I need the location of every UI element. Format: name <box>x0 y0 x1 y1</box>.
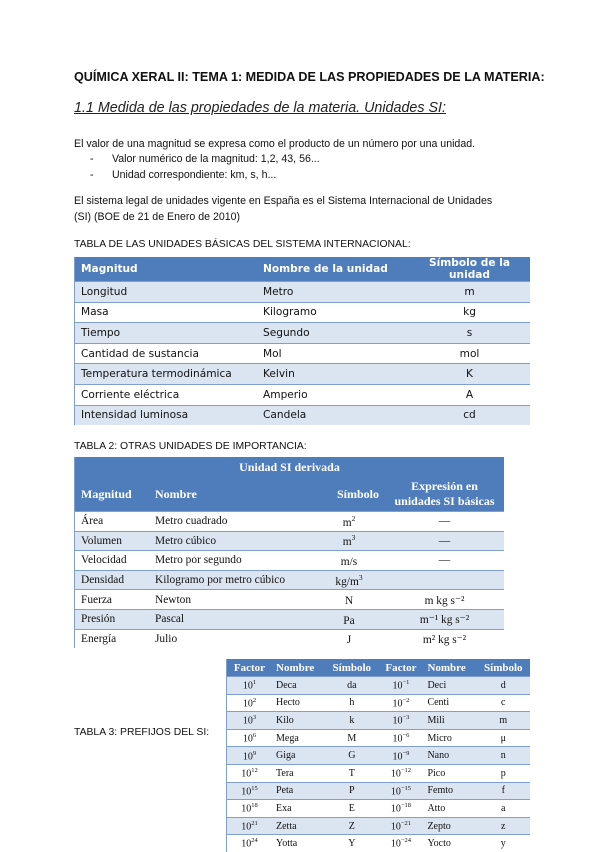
table-cell: $10^{-2}$ <box>379 694 424 712</box>
table-row <box>227 817 531 835</box>
page-title: QUÍMICA XERAL II: TEMA 1: MEDIDA DE LAS PROPIEDADES DE LA MATERIA: <box>74 70 545 84</box>
table-cell: Metro <box>257 282 409 303</box>
table-cell: Yocto <box>423 835 476 852</box>
table-cell: Velocidad <box>75 551 150 571</box>
table-cell: $10^{-3}$ <box>379 712 424 730</box>
table-cell: c <box>477 694 530 712</box>
table-cell: m⁻¹ kg s⁻² <box>385 609 504 629</box>
table-cell: $10^9$ <box>227 747 273 765</box>
table-cell: E <box>325 800 378 818</box>
table-cell: $10^{21}$ <box>227 817 273 835</box>
table-cell: — <box>385 512 504 532</box>
table-cell: p <box>477 764 530 782</box>
table-cell: Temperatura termodinámica <box>75 364 258 385</box>
table-cell: Presión <box>75 609 150 629</box>
table3-caption: TABLA 3: PREFIJOS DEL SI: <box>74 727 210 738</box>
column-header: Expresión en unidades SI básicas <box>385 477 504 512</box>
table-cell: m <box>409 282 530 303</box>
intro-paragraph: El valor de una magnitud se expresa como el producto de un número por una unidad. <box>74 138 476 150</box>
table-cell: Centi <box>423 694 476 712</box>
column-header: Símbolo <box>477 659 530 677</box>
table-cell: Masa <box>75 302 258 323</box>
table-cell: $10^{-9}$ <box>379 747 424 765</box>
table-cell <box>385 570 504 590</box>
table-cell: Deci <box>423 677 476 695</box>
table-cell: Z <box>325 817 378 835</box>
table-cell: $10^{-15}$ <box>379 782 424 800</box>
table-cell: Giga <box>272 747 325 765</box>
column-header: Símbolo de la unidad <box>409 257 530 282</box>
table-cell: $10^{15}$ <box>227 782 273 800</box>
column-header: Magnitud <box>75 257 258 282</box>
table-cell: Pascal <box>149 609 313 629</box>
table-cell: y <box>477 835 530 852</box>
table-cell: $10^3$ <box>227 712 273 730</box>
table-row <box>227 729 531 747</box>
table-cell: Tera <box>272 764 325 782</box>
table-row <box>75 629 505 648</box>
table-row <box>75 590 505 610</box>
table-row <box>75 364 531 385</box>
table-cell: $10^{-1}$ <box>379 677 424 695</box>
table-cell: G <box>325 747 378 765</box>
table-cell: J <box>313 629 385 648</box>
table-cell: mol <box>409 343 530 364</box>
table-row <box>75 551 505 571</box>
table-cell: z <box>477 817 530 835</box>
table-row <box>75 405 531 425</box>
table-cell: $m^3$ <box>313 531 385 551</box>
table-cell: $kg/m^3$ <box>313 570 385 590</box>
bullet-list <box>90 152 320 183</box>
table-cell: Cantidad de sustancia <box>75 343 258 364</box>
column-header: Magnitud <box>75 477 150 512</box>
table-cell: Yotta <box>272 835 325 852</box>
table-cell: kg <box>409 302 530 323</box>
table-cell: Atto <box>423 800 476 818</box>
table-cell: Mili <box>423 712 476 730</box>
table-row <box>227 712 531 730</box>
table-cell: Energía <box>75 629 150 648</box>
table-cell: — <box>385 551 504 571</box>
table-row <box>75 282 531 303</box>
table-cell: Deca <box>272 677 325 695</box>
table-cell: $10^{-21}$ <box>379 817 424 835</box>
table-cell: — <box>385 531 504 551</box>
table-row <box>75 384 531 405</box>
table-cell: K <box>409 364 530 385</box>
table2-caption: TABLA 2: OTRAS UNIDADES DE IMPORTANCIA: <box>74 441 307 452</box>
column-header: Factor <box>379 659 424 677</box>
table-cell: Zepto <box>423 817 476 835</box>
si-base-units-table <box>74 257 530 425</box>
table-cell: Fuerza <box>75 590 150 610</box>
table-cell: Pa <box>313 609 385 629</box>
column-header: Símbolo <box>325 659 378 677</box>
table-cell: Longitud <box>75 282 258 303</box>
table-cell: $10^{-12}$ <box>379 764 424 782</box>
legal-paragraph: El sistema legal de unidades vigente en España es el Sistema Internacional de Unidades (SI) (BOE de 21 de Enero de 2010) <box>74 195 493 223</box>
table-cell: Kilo <box>272 712 325 730</box>
table-row <box>75 512 505 532</box>
table-cell: Kilogramo por metro cúbico <box>149 570 313 590</box>
table-cell: M <box>325 729 378 747</box>
table-row <box>227 747 531 765</box>
table-cell: cd <box>409 405 530 425</box>
table-cell: Metro cúbico <box>149 531 313 551</box>
table-cell: m <box>477 712 530 730</box>
table-cell: Amperio <box>257 384 409 405</box>
table-cell: h <box>325 694 378 712</box>
table-cell: m² kg s⁻² <box>385 629 504 648</box>
table-cell: μ <box>477 729 530 747</box>
table-cell: $10^{-18}$ <box>379 800 424 818</box>
table-cell: Newton <box>149 590 313 610</box>
table-cell: d <box>477 677 530 695</box>
table-row <box>75 609 505 629</box>
table-row <box>227 782 531 800</box>
table-cell: n <box>477 747 530 765</box>
table-cell: Julio <box>149 629 313 648</box>
table-cell: $10^6$ <box>227 729 273 747</box>
column-header: Símbolo <box>313 477 385 512</box>
table-cell: $10^{-6}$ <box>379 729 424 747</box>
table-cell: Densidad <box>75 570 150 590</box>
table-cell: Micro <box>423 729 476 747</box>
column-header: Nombre de la unidad <box>257 257 409 282</box>
table-cell: k <box>325 712 378 730</box>
table-cell: f <box>477 782 530 800</box>
table-cell: Kelvin <box>257 364 409 385</box>
column-header: Nombre <box>149 477 313 512</box>
table-cell: Segundo <box>257 323 409 344</box>
table-cell: Exa <box>272 800 325 818</box>
table-cell: Tiempo <box>75 323 258 344</box>
table-cell: $10^2$ <box>227 694 273 712</box>
section-heading: 1.1 Medida de las propiedades de la materia. Unidades SI: <box>74 100 446 116</box>
table-cell: Femto <box>423 782 476 800</box>
table-cell: Peta <box>272 782 325 800</box>
table-row <box>227 677 531 695</box>
group-header: Unidad SI derivada <box>75 457 505 477</box>
table-cell: da <box>325 677 378 695</box>
table-row <box>75 302 531 323</box>
table-row <box>75 343 531 364</box>
table-cell: Y <box>325 835 378 852</box>
table-cell: Mega <box>272 729 325 747</box>
table-cell: Kilogramo <box>257 302 409 323</box>
table-row <box>227 800 531 818</box>
table-cell: Metro cuadrado <box>149 512 313 532</box>
table-row <box>227 694 531 712</box>
table-cell: $10^{-24}$ <box>379 835 424 852</box>
table-cell: Corriente eléctrica <box>75 384 258 405</box>
table-cell: Intensidad luminosa <box>75 405 258 425</box>
derived-units-table <box>74 457 504 648</box>
table-cell: Nano <box>423 747 476 765</box>
table-cell: m kg s⁻² <box>385 590 504 610</box>
table-cell: $10^{12}$ <box>227 764 273 782</box>
table-cell: N <box>313 590 385 610</box>
table-row <box>227 835 531 852</box>
si-prefixes-table <box>226 659 530 852</box>
bullet-item: - Valor numérico de la magnitud: 1,2, 43, 56... <box>90 153 320 165</box>
table-cell: Mol <box>257 343 409 364</box>
table-row <box>75 570 505 590</box>
table-cell: m/s <box>313 551 385 571</box>
table-cell: $m^2$ <box>313 512 385 532</box>
table-cell: Área <box>75 512 150 532</box>
table-cell: Pico <box>423 764 476 782</box>
column-header: Factor <box>227 659 273 677</box>
table-cell: s <box>409 323 530 344</box>
table-cell: a <box>477 800 530 818</box>
table-cell: Metro por segundo <box>149 551 313 571</box>
table-row <box>75 531 505 551</box>
table-cell: $10^{18}$ <box>227 800 273 818</box>
table-row <box>227 764 531 782</box>
column-header: Nombre <box>272 659 325 677</box>
table-cell: A <box>409 384 530 405</box>
table1-caption: TABLA DE LAS UNIDADES BÁSICAS DEL SISTEMA INTERNACIONAL: <box>74 239 411 250</box>
table-row <box>75 323 531 344</box>
table-cell: P <box>325 782 378 800</box>
table-cell: Hecto <box>272 694 325 712</box>
column-header: Nombre <box>423 659 476 677</box>
table-cell: Zetta <box>272 817 325 835</box>
table-cell: $10^1$ <box>227 677 273 695</box>
table-cell: T <box>325 764 378 782</box>
table-cell: $10^{24}$ <box>227 835 273 852</box>
bullet-item: - Unidad correspondiente: km, s, h... <box>90 168 277 181</box>
table-cell: Candela <box>257 405 409 425</box>
table-cell: Volumen <box>75 531 150 551</box>
